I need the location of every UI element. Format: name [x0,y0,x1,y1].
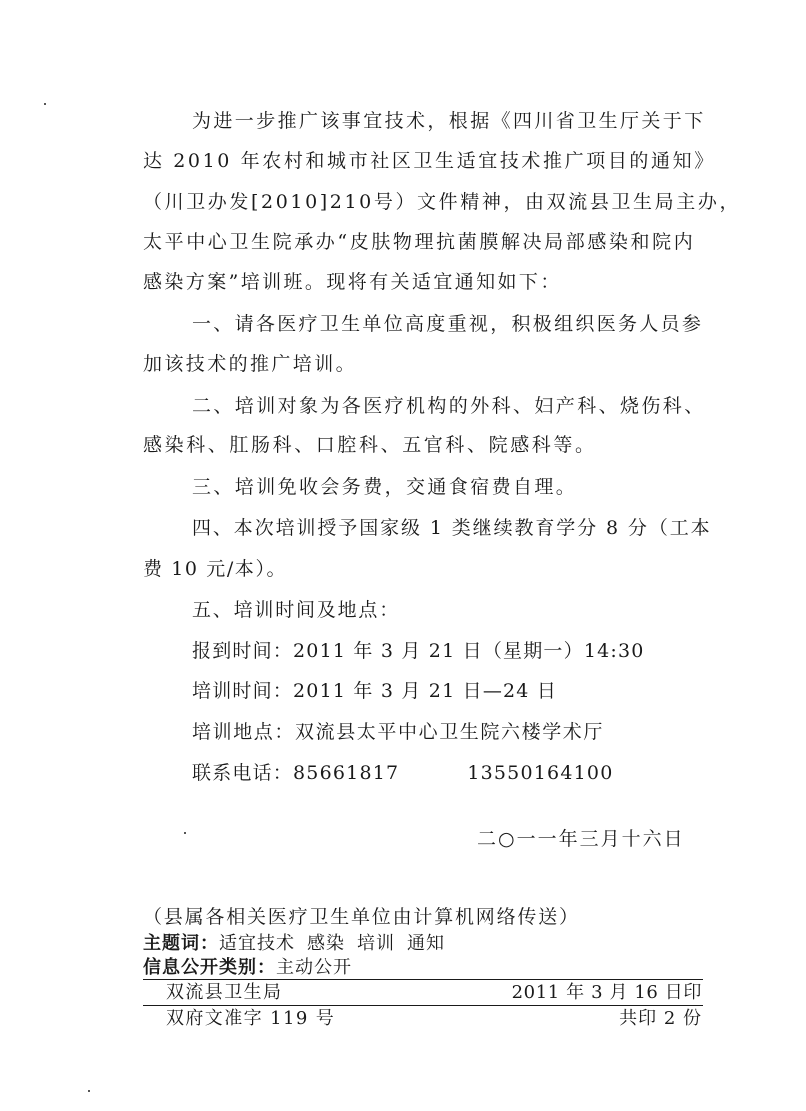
intro-line-2: 达 2010 年农村和城市社区卫生适宜技术推广项目的通知》 [143,150,716,172]
intro-line-3: （川卫办发[2010]210号）文件精神，由双流县卫生局主办， [143,191,742,213]
item-3: 三、培训免收会务费，交通食宿费自理。 [192,476,578,498]
disclosure-row [143,956,352,980]
training-location: 培训地点：双流县太平中心卫生院六楼学术厅 [192,721,605,743]
footer-divider-top [143,979,703,980]
item-1-line-1: 一、请各医疗卫生单位高度重视，积极组织医务人员参 [192,313,704,335]
keywords-label: 主题词： [143,933,219,954]
keyword: 培训 [357,933,395,954]
scan-speck [44,103,46,105]
footer-divider-bottom [143,1005,703,1006]
item-2-line-2: 感染科、肛肠科、口腔科、五官科、院感科等。 [143,434,597,456]
print-date: 2011 年 3 月 16 日印 [511,982,702,1003]
copies-printed: 共印 2 份 [619,1008,702,1029]
disclosure-value: 主动公开 [276,957,352,978]
scan-speck [88,1090,90,1092]
contact-phone-primary: 联系电话：85661817 [192,762,400,784]
scan-speck [184,832,186,834]
item-5-title: 五、培训时间及地点： [192,599,401,621]
keyword: 适宜技术 [219,933,295,954]
intro-line-1: 为进一步推广该事宜技术，根据《四川省卫生厅关于下 [192,110,706,132]
keywords-row [143,932,445,956]
intro-line-5: 感染方案”培训班。现将有关适宜通知如下： [143,271,562,293]
registration-time: 报到时间：2011 年 3 月 21 日（星期一）14:30 [192,640,645,662]
keyword: 感染 [307,933,345,954]
training-time: 培训时间：2011 年 3 月 21 日—24 日 [192,680,558,702]
item-4-line-1: 四、本次培训授予国家级 1 类继续教育学分 8 分（工本 [192,517,712,539]
contact-phone [192,760,614,786]
intro-line-4: 太平中心卫生院承办“皮肤物理抗菌膜解决局部感染和院内 [143,231,696,253]
contact-phone-secondary: 13550164100 [467,762,614,784]
document-number: 双府文准字 119 号 [166,1008,336,1029]
distribution-note: （县属各相关医疗卫生单位由计算机网络传送） [143,906,580,928]
item-4-line-2: 费 10 元/本）。 [143,558,288,580]
item-1-line-2: 加该技术的推广培训。 [143,353,358,375]
keyword: 通知 [407,933,445,954]
issuer: 双流县卫生局 [166,982,283,1003]
issue-date: 二○一一年三月十六日 [477,828,685,850]
disclosure-label: 信息公开类别： [143,957,276,978]
item-2-line-1: 二、培训对象为各医疗机构的外科、妇产科、烧伤科、 [192,395,706,417]
